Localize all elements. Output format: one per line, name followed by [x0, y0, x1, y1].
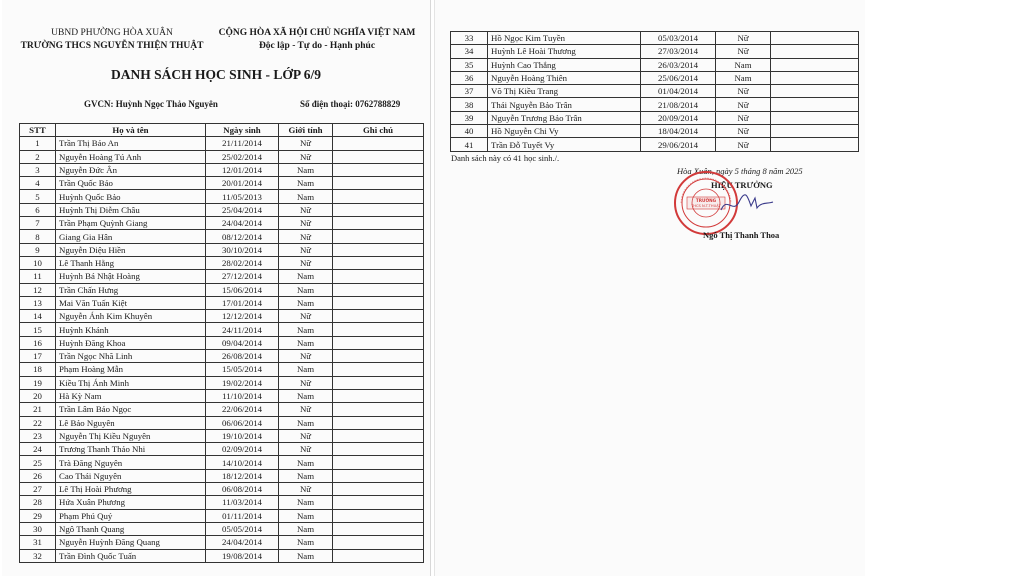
table-row	[451, 71, 859, 84]
gender-cell: Nữ	[279, 203, 333, 216]
student-name-cell: Trần Quốc Bảo	[56, 177, 206, 190]
note-cell	[333, 270, 424, 283]
svg-text:THCS N.T.THUẬT: THCS N.T.THUẬT	[691, 204, 721, 208]
student-name-cell: Trần Phạm Quỳnh Giang	[56, 217, 206, 230]
table-row	[20, 137, 424, 150]
table-row	[20, 336, 424, 349]
table-row	[20, 389, 424, 402]
student-name-cell: Hứa Xuân Phương	[56, 496, 206, 509]
table-row	[20, 469, 424, 482]
birth-date-cell: 18/12/2014	[206, 469, 279, 482]
stt-cell: 8	[20, 230, 56, 243]
table-row	[20, 190, 424, 203]
gender-cell: Nữ	[716, 32, 771, 45]
table-row	[451, 45, 859, 58]
table-row	[451, 98, 859, 111]
stt-cell: 25	[20, 456, 56, 469]
student-name-cell: Hồ Nguyễn Chi Vy	[488, 125, 641, 138]
student-name-cell: Huỳnh Lê Hoài Thương	[488, 45, 641, 58]
stt-cell: 23	[20, 429, 56, 442]
national-motto: Độc lập - Tự do - Hạnh phúc	[258, 41, 376, 51]
stt-cell: 38	[451, 98, 488, 111]
gender-cell: Nữ	[716, 85, 771, 98]
column-header-note: Ghi chú	[333, 124, 424, 137]
birth-date-cell: 19/02/2014	[206, 376, 279, 389]
stt-cell: 11	[20, 270, 56, 283]
birth-date-cell: 05/03/2014	[641, 32, 716, 45]
gender-cell: Nữ	[279, 230, 333, 243]
gender-cell: Nam	[279, 363, 333, 376]
birth-date-cell: 19/08/2014	[206, 549, 279, 562]
birth-date-cell: 11/03/2014	[206, 496, 279, 509]
gender-cell: Nam	[279, 416, 333, 429]
authority-name: UBND PHƯỜNG HÒA XUÂN	[51, 28, 173, 38]
stt-cell: 6	[20, 203, 56, 216]
note-cell	[333, 323, 424, 336]
stt-cell: 35	[451, 58, 488, 71]
stt-cell: 14	[20, 310, 56, 323]
principal-title: HIỆU TRƯỞNG	[711, 180, 773, 190]
birth-date-cell: 06/08/2014	[206, 483, 279, 496]
birth-date-cell: 22/06/2014	[206, 403, 279, 416]
student-name-cell: Nguyễn Hoàng Thiên	[488, 71, 641, 84]
note-cell	[771, 32, 859, 45]
table-row	[20, 429, 424, 442]
stt-cell: 2	[20, 150, 56, 163]
student-name-cell: Phạm Phú Quý	[56, 509, 206, 522]
authority-header	[12, 27, 212, 53]
birth-date-cell: 27/12/2014	[206, 270, 279, 283]
gender-cell: Nam	[279, 323, 333, 336]
birth-date-cell: 01/04/2014	[641, 85, 716, 98]
birth-date-cell: 05/05/2014	[206, 522, 279, 535]
stt-cell: 36	[451, 71, 488, 84]
note-cell	[333, 522, 424, 535]
birth-date-cell: 09/04/2014	[206, 336, 279, 349]
stt-cell: 21	[20, 403, 56, 416]
stt-cell: 1	[20, 137, 56, 150]
note-cell	[333, 403, 424, 416]
birth-date-cell: 21/08/2014	[641, 98, 716, 111]
stt-cell: 18	[20, 363, 56, 376]
note-cell	[333, 177, 424, 190]
note-cell	[771, 138, 859, 151]
student-table-part-2	[450, 31, 859, 152]
student-name-cell: Nguyễn Đức Ân	[56, 163, 206, 176]
note-cell	[333, 483, 424, 496]
birth-date-cell: 18/04/2014	[641, 125, 716, 138]
student-name-cell: Nguyễn Diệu Hiền	[56, 243, 206, 256]
student-name-cell: Trương Thanh Thảo Nhi	[56, 443, 206, 456]
gender-cell: Nam	[279, 522, 333, 535]
student-name-cell: Mai Văn Tuấn Kiệt	[56, 296, 206, 309]
stt-cell: 29	[20, 509, 56, 522]
note-cell	[771, 98, 859, 111]
note-cell	[333, 336, 424, 349]
gender-cell: Nam	[279, 336, 333, 349]
student-name-cell: Lê Bảo Nguyên	[56, 416, 206, 429]
table-row	[451, 125, 859, 138]
student-name-cell: Nguyễn Trương Bảo Trân	[488, 111, 641, 124]
student-name-cell: Trà Đăng Nguyên	[56, 456, 206, 469]
stt-cell: 31	[20, 536, 56, 549]
note-cell	[333, 536, 424, 549]
stt-cell: 10	[20, 256, 56, 269]
birth-date-cell: 01/11/2014	[206, 509, 279, 522]
stt-cell: 13	[20, 296, 56, 309]
gender-cell: Nam	[279, 536, 333, 549]
note-cell	[771, 58, 859, 71]
stt-cell: 34	[451, 45, 488, 58]
note-cell	[333, 456, 424, 469]
student-table-part-1	[19, 123, 424, 563]
note-cell	[333, 350, 424, 363]
gender-cell: Nữ	[279, 483, 333, 496]
birth-date-cell: 12/01/2014	[206, 163, 279, 176]
stt-cell: 12	[20, 283, 56, 296]
note-cell	[333, 376, 424, 389]
note-cell	[333, 389, 424, 402]
stt-cell: 33	[451, 32, 488, 45]
student-name-cell: Kiều Thị Ánh Minh	[56, 376, 206, 389]
student-name-cell: Ngô Thanh Quang	[56, 522, 206, 535]
gender-cell: Nữ	[279, 137, 333, 150]
table-row	[20, 256, 424, 269]
table-row	[20, 203, 424, 216]
student-name-cell: Phạm Hoàng Mẫn	[56, 363, 206, 376]
table-row	[20, 243, 424, 256]
birth-date-cell: 26/03/2014	[641, 58, 716, 71]
birth-date-cell: 20/09/2014	[641, 111, 716, 124]
table-row	[20, 522, 424, 535]
principal-signature	[717, 190, 777, 218]
gender-cell: Nữ	[716, 45, 771, 58]
table-row	[20, 163, 424, 176]
student-name-cell: Trần Chấn Hưng	[56, 283, 206, 296]
birth-date-cell: 25/06/2014	[641, 71, 716, 84]
birth-date-cell: 19/10/2014	[206, 429, 279, 442]
student-name-cell: Huỳnh Cao Thắng	[488, 58, 641, 71]
stt-cell: 37	[451, 85, 488, 98]
stt-cell: 39	[451, 111, 488, 124]
gender-cell: Nữ	[279, 350, 333, 363]
gender-cell: Nam	[279, 177, 333, 190]
table-row	[20, 416, 424, 429]
gender-cell: Nữ	[279, 429, 333, 442]
note-cell	[333, 416, 424, 429]
table-header-row	[20, 124, 424, 137]
note-cell	[333, 230, 424, 243]
birth-date-cell: 20/01/2014	[206, 177, 279, 190]
stt-cell: 20	[20, 389, 56, 402]
note-cell	[333, 469, 424, 482]
stt-cell: 15	[20, 323, 56, 336]
note-cell	[333, 310, 424, 323]
column-header-name: Họ và tên	[56, 124, 206, 137]
note-cell	[333, 243, 424, 256]
column-header-gender: Giới tính	[279, 124, 333, 137]
table-row	[20, 177, 424, 190]
birth-date-cell: 12/12/2014	[206, 310, 279, 323]
birth-date-cell: 02/09/2014	[206, 443, 279, 456]
student-name-cell: Hà Kỳ Nam	[56, 389, 206, 402]
stt-cell: 17	[20, 350, 56, 363]
gender-cell: Nữ	[716, 138, 771, 151]
stt-cell: 30	[20, 522, 56, 535]
gender-cell: Nữ	[279, 217, 333, 230]
document-page-1	[2, 0, 431, 576]
table-row	[20, 376, 424, 389]
gender-cell: Nam	[279, 270, 333, 283]
table-row	[20, 296, 424, 309]
birth-date-cell: 15/06/2014	[206, 283, 279, 296]
table-row	[20, 443, 424, 456]
student-name-cell: Nguyễn Thị Kiều Nguyên	[56, 429, 206, 442]
note-cell	[771, 85, 859, 98]
gender-cell: Nữ	[716, 125, 771, 138]
table-row	[20, 230, 424, 243]
gender-cell: Nam	[279, 469, 333, 482]
document-title: DANH SÁCH HỌC SINH - LỚP 6/9	[110, 67, 322, 82]
student-name-cell: Trần Lâm Bảo Ngọc	[56, 403, 206, 416]
note-cell	[333, 509, 424, 522]
teacher-phone: Số điện thoại: 0762788829	[300, 99, 401, 109]
student-name-cell: Trần Đỗ Tuyết Vy	[488, 138, 641, 151]
note-cell	[333, 363, 424, 376]
gender-cell: Nam	[716, 58, 771, 71]
student-name-cell: Hồ Ngọc Kim Tuyền	[488, 32, 641, 45]
gender-cell: Nam	[279, 283, 333, 296]
birth-date-cell: 28/02/2014	[206, 256, 279, 269]
birth-date-cell: 26/08/2014	[206, 350, 279, 363]
table-row	[20, 323, 424, 336]
stt-cell: 24	[20, 443, 56, 456]
stt-cell: 7	[20, 217, 56, 230]
student-name-cell: Nguyễn Huỳnh Đăng Quang	[56, 536, 206, 549]
student-name-cell: Lê Thanh Hằng	[56, 256, 206, 269]
student-name-cell: Thái Nguyễn Bảo Trân	[488, 98, 641, 111]
note-cell	[333, 217, 424, 230]
birth-date-cell: 11/05/2013	[206, 190, 279, 203]
gender-cell: Nam	[279, 190, 333, 203]
gender-cell: Nam	[279, 549, 333, 562]
student-name-cell: Võ Thị Kiều Trang	[488, 85, 641, 98]
note-cell	[333, 296, 424, 309]
student-name-cell: Lê Thị Hoài Phương	[56, 483, 206, 496]
table-row	[20, 549, 424, 562]
note-cell	[333, 190, 424, 203]
birth-date-cell: 11/10/2014	[206, 389, 279, 402]
gender-cell: Nữ	[279, 150, 333, 163]
table-row	[20, 509, 424, 522]
table-row	[451, 85, 859, 98]
stt-cell: 26	[20, 469, 56, 482]
student-name-cell: Huỳnh Quốc Bảo	[56, 190, 206, 203]
republic-name: CỘNG HÒA XÃ HỘI CHỦ NGHĨA VIỆT NAM	[218, 28, 416, 38]
gender-cell: Nam	[279, 509, 333, 522]
birth-date-cell: 25/02/2014	[206, 150, 279, 163]
note-cell	[333, 283, 424, 296]
gender-cell: Nữ	[279, 443, 333, 456]
stt-cell: 28	[20, 496, 56, 509]
stt-cell: 19	[20, 376, 56, 389]
table-row	[451, 32, 859, 45]
table-row	[451, 58, 859, 71]
table-row	[20, 536, 424, 549]
stt-cell: 32	[20, 549, 56, 562]
birth-date-cell: 08/12/2014	[206, 230, 279, 243]
student-name-cell: Nguyễn Hoàng Tú Anh	[56, 150, 206, 163]
student-name-cell: Huỳnh Khánh	[56, 323, 206, 336]
table-row	[20, 270, 424, 283]
birth-date-cell: 21/11/2014	[206, 137, 279, 150]
table-row	[20, 310, 424, 323]
gender-cell: Nam	[279, 389, 333, 402]
column-header-stt: STT	[20, 124, 56, 137]
note-cell	[333, 163, 424, 176]
stt-cell: 3	[20, 163, 56, 176]
student-name-cell: Giang Gia Hân	[56, 230, 206, 243]
gender-cell: Nam	[279, 296, 333, 309]
gender-cell: Nam	[279, 163, 333, 176]
note-cell	[333, 496, 424, 509]
stt-cell: 4	[20, 177, 56, 190]
note-cell	[771, 125, 859, 138]
gender-cell: Nữ	[279, 376, 333, 389]
student-name-cell: Huỳnh Bá Nhật Hoàng	[56, 270, 206, 283]
table-row	[20, 350, 424, 363]
table-row	[20, 363, 424, 376]
table-row	[20, 150, 424, 163]
note-cell	[333, 443, 424, 456]
gender-cell: Nam	[716, 71, 771, 84]
stt-cell: 16	[20, 336, 56, 349]
student-name-cell: Huỳnh Thị Diễm Châu	[56, 203, 206, 216]
student-name-cell: Trần Đình Quốc Tuấn	[56, 549, 206, 562]
student-name-cell: Huỳnh Đăng Khoa	[56, 336, 206, 349]
gender-cell: Nam	[279, 456, 333, 469]
document-page-2	[434, 0, 865, 576]
birth-date-cell: 30/10/2014	[206, 243, 279, 256]
note-cell	[333, 256, 424, 269]
homeroom-teacher: GVCN: Huỳnh Ngọc Thảo Nguyên	[84, 99, 218, 109]
note-cell	[333, 549, 424, 562]
note-cell	[333, 137, 424, 150]
stt-cell: 5	[20, 190, 56, 203]
gender-cell: Nam	[279, 496, 333, 509]
table-row	[20, 283, 424, 296]
stt-cell: 22	[20, 416, 56, 429]
stt-cell: 27	[20, 483, 56, 496]
birth-date-cell: 24/11/2014	[206, 323, 279, 336]
birth-date-cell: 17/01/2014	[206, 296, 279, 309]
note-cell	[333, 429, 424, 442]
stt-cell: 40	[451, 125, 488, 138]
gender-cell: Nữ	[716, 98, 771, 111]
birth-date-cell: 14/10/2014	[206, 456, 279, 469]
student-name-cell: Trần Thị Bảo An	[56, 137, 206, 150]
student-count-note: Danh sách này có 41 học sinh./.	[451, 153, 560, 163]
table-row	[20, 456, 424, 469]
gender-cell: Nữ	[716, 111, 771, 124]
note-cell	[333, 203, 424, 216]
birth-date-cell: 29/06/2014	[641, 138, 716, 151]
signing-date: Hòa Xuân, ngày 5 tháng 8 năm 2025	[677, 166, 803, 176]
birth-date-cell: 25/04/2014	[206, 203, 279, 216]
table-row	[20, 483, 424, 496]
svg-text:TRƯỜNG: TRƯỜNG	[695, 198, 717, 203]
birth-date-cell: 24/04/2014	[206, 217, 279, 230]
student-name-cell: Nguyễn Ánh Kim Khuyên	[56, 310, 206, 323]
gender-cell: Nữ	[279, 243, 333, 256]
birth-date-cell: 15/05/2014	[206, 363, 279, 376]
gender-cell: Nữ	[279, 403, 333, 416]
birth-date-cell: 06/06/2014	[206, 416, 279, 429]
birth-date-cell: 27/03/2014	[641, 45, 716, 58]
birth-date-cell: 24/04/2014	[206, 536, 279, 549]
student-name-cell: Trần Ngọc Nhã Linh	[56, 350, 206, 363]
school-name: TRƯỜNG THCS NGUYỄN THIỆN THUẬT	[20, 41, 204, 51]
stt-cell: 41	[451, 138, 488, 151]
gender-cell: Nữ	[279, 310, 333, 323]
table-row	[20, 403, 424, 416]
national-header	[212, 27, 422, 53]
column-header-dob: Ngày sinh	[206, 124, 279, 137]
note-cell	[771, 71, 859, 84]
student-name-cell: Cao Thái Nguyên	[56, 469, 206, 482]
table-row	[451, 138, 859, 151]
note-cell	[771, 45, 859, 58]
principal-name: Ngô Thị Thanh Thoa	[703, 230, 780, 240]
note-cell	[771, 111, 859, 124]
gender-cell: Nữ	[279, 256, 333, 269]
table-row	[20, 217, 424, 230]
stt-cell: 9	[20, 243, 56, 256]
note-cell	[333, 150, 424, 163]
table-row	[20, 496, 424, 509]
table-row	[451, 111, 859, 124]
